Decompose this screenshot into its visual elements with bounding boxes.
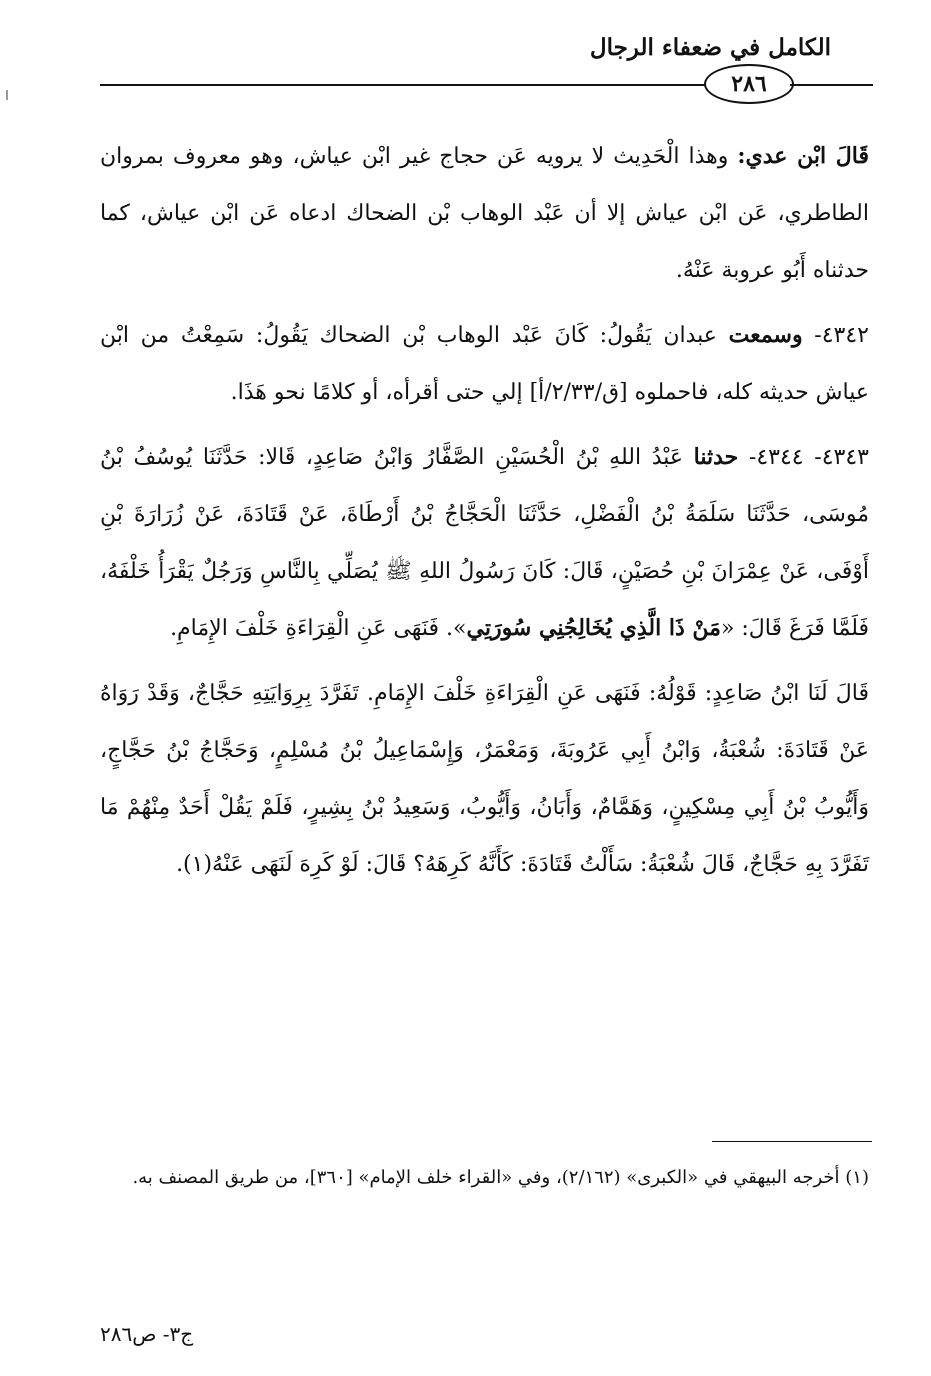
paragraph-1-text: وهذا الْحَدِيث لا يرويه عَن حجاج غير ابْن عياش، وهو معروف بمروان الطاطري، عَن ابْن عياش إلا أن عَبْد الوهاب بْن الضحاك ادعاه عَن ابْن عياش، كما حدثناه أَبُو عروبة عَنْهُ. [100, 144, 869, 283]
paragraph-3-text: عَبْدُ اللهِ بْنُ الْحُسَيْنِ الصَّفَّارُ وَابْنُ صَاعِدٍ، قَالا: حَدَّثَنَا يُوسُفُ بْنُ مُوسَى، حَدَّثَنَا سَلَمَةُ بْنُ الْفَضْلِ، حَدَّثَنَا الْحَجَّاجُ بْنُ أَرْطَاةَ، عَنْ قَتَادَةَ، عَنْ زُرَارَةَ بْنِ أَوْفَى، عَنْ عِمْرَانَ بْنِ حُصَيْنٍ، قَالَ: كَانَ رَسُولُ اللهِ ﷺ يُصَلِّي بِالنَّاسِ وَرَجُلٌ يَقْرَأُ خَلْفَهُ، فَلَمَّا فَرَغَ قَالَ: « [100, 445, 869, 641]
paragraph-2-lead: وسمعت [728, 322, 803, 348]
running-header-title: الكامل في ضعفاء الرجال [589, 34, 831, 61]
page-number: ٢٨٦ [704, 64, 794, 104]
paragraph-1-lead: قَالَ ابْن عدي: [737, 143, 869, 169]
margin-mark [6, 90, 8, 100]
paragraph-3-lead: حدثنا [693, 444, 739, 470]
paragraph-4 [100, 665, 869, 893]
paragraph-2 [100, 307, 869, 421]
paragraph-3-hadith-quote: مَنْ ذَا الَّذِي يُخَالِجُنِي سُورَتِي [466, 615, 721, 641]
paragraph-1 [100, 128, 869, 299]
paragraph-4-text: قَالَ لَنَا ابْنُ صَاعِدٍ: قَوْلُهُ: فَنَهَى عَنِ الْقِرَاءَةِ خَلْفَ الإِمَامِ. تَفَرَّدَ بِرِوَايَتِهِ حَجَّاجٌ، وَقَدْ رَوَاهُ عَنْ قَتَادَةَ: شُعْبَةُ، وَابْنُ أَبِي عَرُوبَةَ، وَمَعْمَرٌ، وَإِسْمَاعِيلُ بْنُ مُسْلِمٍ، وَحَجَّاجُ بْنُ حَجَّاجٍ، وَأَيُّوبُ بْنُ أَبِي مِسْكِينٍ، وَهَمَّامٌ، وَأَبَانُ، وَأَيُّوبُ، وَسَعِيدُ بْنُ بِشِيرٍ، فَلَمْ يَقُلْ أَحَدٌ مِنْهُمْ مَا تَفَرَّدَ بِهِ حَجَّاجٌ، قَالَ شُعْبَةُ: سَأَلْتُ قَتَادَةَ: كَأَنَّهُ كَرِهَهُ؟ قَالَ: لَوْ كَرِهَ لَنَهَى عَنْهُ(١). [100, 681, 869, 877]
paragraph-3 [100, 429, 869, 657]
header-rule-left [100, 84, 705, 86]
paragraph-3-number: ٤٣٤٣- ٤٣٤٤- [738, 445, 869, 470]
footnote: (١) أخرجه البيهقي في «الكبرى» (٢/١٦٢)، وفي «القراء خلف الإمام» [٣٦٠]، من طريق المصنف به. [132, 1167, 869, 1188]
volume-page-reference: ج٣- ص٢٨٦ [100, 1322, 194, 1346]
paragraph-3-tail: ». فَنَهَى عَنِ الْقِرَاءَةِ خَلْفَ الإِمَامِ. [170, 616, 467, 641]
paragraph-2-text: عبدان يَقُولُ: كَانَ عَبْد الوهاب بْن الضحاك يَقُولُ: سَمِعْتُ من ابْن عياش حديثه كله، فاحملوه [ق/٢/٣٣/أ] إلي حتى أقرأه، أو كلامًا نحو هَذَا. [100, 323, 869, 405]
footnote-rule [712, 1141, 872, 1142]
main-text [100, 128, 869, 901]
paragraph-2-number: ٤٣٤٢- [802, 323, 869, 348]
header-rule-right [790, 84, 873, 86]
